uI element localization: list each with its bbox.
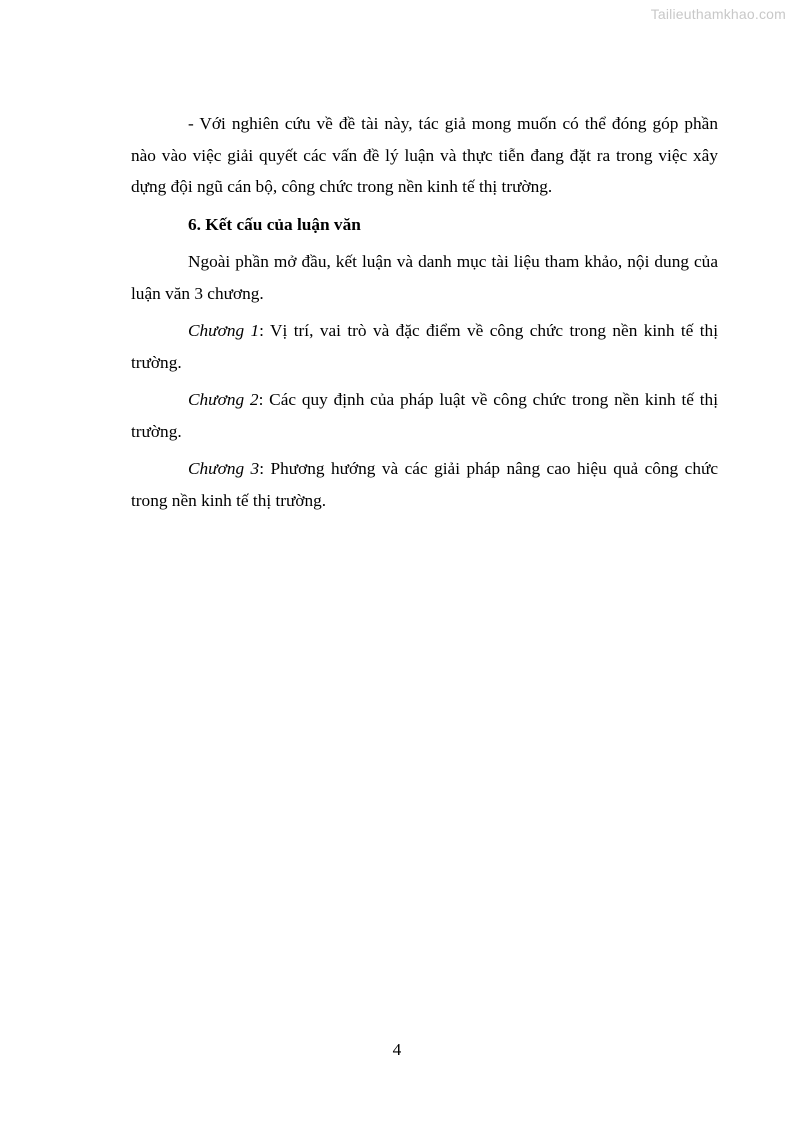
document-body (131, 108, 718, 522)
chapter-3-label: Chương 3 (188, 459, 260, 478)
watermark-text: Tailieuthamkhao.com (650, 6, 786, 22)
section-heading: 6. Kết cấu của luận văn (188, 214, 361, 234)
chapter-1-text: : Vị trí, vai trò và đặc điểm về công chức trong nền kinh tế thị trường. (131, 321, 718, 372)
chapter-3-paragraph (131, 453, 718, 516)
intro-paragraph: - Với nghiên cứu về đề tài này, tác giả mong muốn có thể đóng góp phần nào vào việc giải quyết các vấn đề lý luận và thực tiễn đang đặt ra trong việc xây dựng đội ngũ cán bộ, công chức trong nền kinh tế thị trường. (131, 114, 718, 196)
structure-paragraph: Ngoài phần mở đầu, kết luận và danh mục tài liệu tham khảo, nội dung của luận văn 3 chương. (131, 252, 718, 303)
chapter-3-text: : Phương hướng và các giải pháp nâng cao hiệu quả công chức trong nền kinh tế thị trường. (131, 459, 719, 510)
chapter-2-paragraph (131, 384, 718, 447)
chapter-1-paragraph (131, 315, 718, 378)
chapter-2-text: : Các quy định của pháp luật về công chức trong nền kinh tế thị trường. (131, 390, 718, 441)
chapter-1-label: Chương 1 (188, 321, 260, 340)
page-number: 4 (392, 1040, 402, 1059)
chapter-2-label: Chương 2 (188, 390, 259, 409)
